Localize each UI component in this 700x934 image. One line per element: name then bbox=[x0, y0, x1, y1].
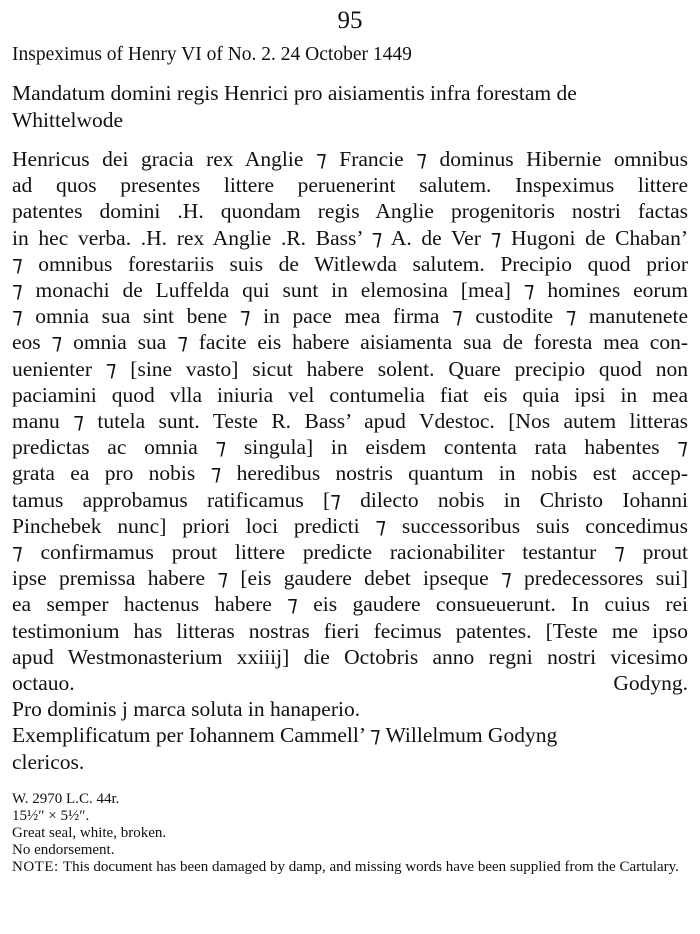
text-line: predictas ac omnia ⁊ singula] in eisdem contenta rata habentes ⁊ bbox=[12, 435, 688, 460]
text-line: grata ea pro nobis ⁊ heredibus nostris quantum in nobis est accep- bbox=[12, 461, 688, 486]
document-heading: Inspeximus of Henry VI of No. 2. 24 October 1449 bbox=[12, 44, 412, 65]
signature-line bbox=[12, 670, 688, 696]
text-line: Henricus dei gracia rex Anglie ⁊ Francie ⁊ dominus Hibernie omnibus bbox=[12, 147, 688, 171]
text-line: eos ⁊ omnia sua ⁊ facite eis habere aisiamenta sua de foresta mea con- bbox=[12, 330, 688, 355]
editorial-notes bbox=[12, 791, 688, 876]
document-page bbox=[12, 0, 688, 876]
text-line: ⁊ omnibus forestariis suis de Witlewda salutem. Precipio quod prior bbox=[12, 251, 688, 276]
document-title bbox=[12, 80, 688, 134]
endorsement-note: No endorsement. bbox=[12, 841, 115, 858]
text-line: ⁊ confirmamus prout littere predicte racionabiliter testantur ⁊ prout bbox=[12, 540, 688, 565]
text-line: patentes domini .H. quondam regis Anglie progenitoris nostri factas bbox=[12, 199, 688, 224]
text-line: testimonium has litteras nostras fieri fecimus patentes. [Teste me ipso bbox=[12, 618, 688, 643]
note-text: This document has been damaged by damp, and missing words have been supplied from the Cartulary. bbox=[62, 858, 679, 875]
endorsement-text bbox=[12, 696, 688, 775]
seal-note: Great seal, white, broken. bbox=[12, 824, 167, 841]
text-line: ⁊ omnia sua sint bene ⁊ in pace mea firma ⁊ custodite ⁊ manutenete bbox=[12, 304, 688, 329]
text-line: tamus approbamus ratificamus [⁊ dilecto nobis in Christo Iohanni bbox=[12, 487, 688, 512]
exemplification-line: clericos. bbox=[12, 749, 85, 774]
text-line: ad quos presentes littere peruenerint salutem. Inspeximus littere bbox=[12, 173, 688, 198]
exemplification-line: Exemplificatum per Iohannem Cammell’ ⁊ Willelmum Godyng bbox=[12, 723, 558, 748]
text-line: ipse premissa habere ⁊ [eis gaudere debet ipseque ⁊ predecessores sui] bbox=[12, 566, 688, 591]
text-line: in hec verba. .H. rex Anglie .R. Bass’ ⁊ A. de Ver ⁊ Hugoni de Chaban’ bbox=[12, 225, 688, 250]
text-line: apud Westmonasterium xxiiij] die Octobris anno regni nostri vicesimo bbox=[12, 644, 688, 669]
last-text-line: octauo. bbox=[12, 671, 75, 696]
size-note: 15½″ × 5½″. bbox=[12, 807, 90, 824]
text-line: ea semper hactenus habere ⁊ eis gaudere consueuerunt. In cuius rei bbox=[12, 592, 688, 617]
text-line: ⁊ monachi de Luffelda qui sunt in elemosina [mea] ⁊ homines eorum bbox=[12, 278, 688, 303]
page-number: 95 bbox=[337, 7, 363, 34]
hanaper-line: Pro dominis j marca soluta in hanaperio. bbox=[12, 697, 361, 722]
text-line: uenienter ⁊ [sine vasto] sicut habere solent. Quare precipio quod non bbox=[12, 356, 688, 381]
text-line: manu ⁊ tutela sunt. Teste R. Bass’ apud Vdestoc. [Nos autem litteras bbox=[12, 409, 688, 434]
text-line: Pinchebek nunc] priori loci predicti ⁊ successoribus suis concedimus bbox=[12, 513, 688, 538]
note-label: NOTE: bbox=[12, 858, 63, 875]
clerk-signature: Godyng. bbox=[613, 671, 688, 696]
charter-text bbox=[12, 146, 688, 696]
title-line: Whittelwode bbox=[12, 108, 124, 132]
title-line: Mandatum domini regis Henrici pro aisiamentis infra forestam de bbox=[12, 81, 577, 105]
reference-note: W. 2970 L.C. 44r. bbox=[12, 790, 120, 807]
damage-note bbox=[12, 859, 688, 876]
text-line: paciamini quod vlla iniuria vel contumelia fiat eis quia ipsi in mea bbox=[12, 382, 688, 407]
